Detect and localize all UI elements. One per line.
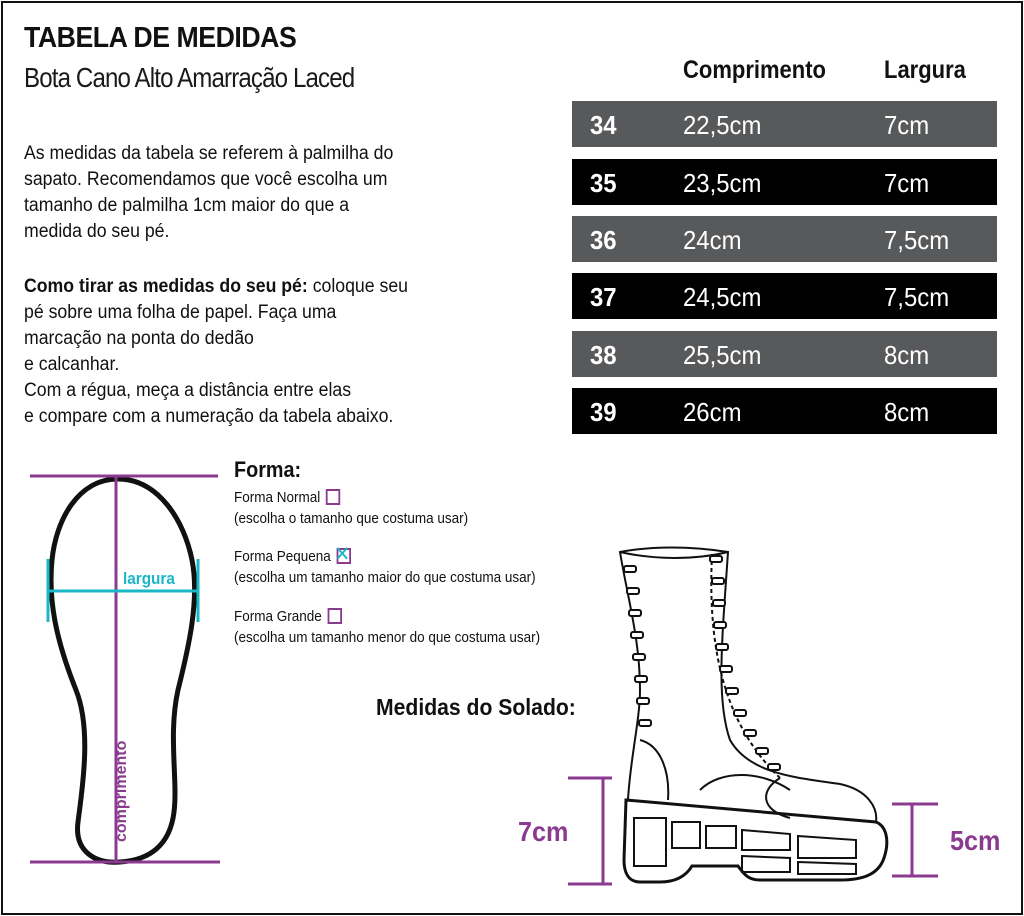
howto-line: Com a régua, meça a distância entre elas — [24, 380, 352, 401]
size-cell: 37 — [590, 282, 617, 312]
eyelet — [716, 644, 728, 650]
product-name: Bota Cano Alto Amarração Laced — [24, 62, 355, 93]
eyelet — [713, 600, 725, 606]
eyelet — [637, 698, 649, 704]
length-label: comprimento — [113, 740, 130, 842]
eyelet — [768, 764, 780, 770]
forma-option-normal — [234, 487, 468, 529]
howto-line: marcação na ponta do dedão — [24, 328, 254, 349]
size-cell: 35 — [590, 168, 617, 198]
comprimento-cell: 25,5cm — [683, 340, 762, 370]
largura-cell: 7,5cm — [884, 282, 950, 312]
forma-option-note: (escolha o tamanho que costuma usar) — [234, 510, 469, 527]
sole-measure-rear — [568, 778, 612, 884]
forma-option-label: Forma Pequena — [234, 548, 331, 565]
eyelet — [720, 666, 732, 672]
eyelet — [624, 566, 636, 572]
forma-option-label: Forma Normal — [234, 489, 321, 506]
comprimento-cell: 24cm — [683, 225, 742, 255]
size-cell: 34 — [590, 110, 617, 140]
checkbox-checked-icon — [334, 543, 351, 566]
largura-cell: 8cm — [884, 397, 930, 427]
boot-eyelets — [624, 556, 780, 770]
forma-option-note: (escolha um tamanho menor do que costuma usar) — [234, 629, 541, 646]
boot-sole-tread — [634, 818, 856, 874]
eyelet — [734, 710, 746, 716]
size-cell: 39 — [590, 397, 617, 427]
checkbox-icon — [327, 608, 341, 624]
page-title: TABELA DE MEDIDAS — [24, 22, 297, 54]
howto-text: coloque seu — [307, 276, 408, 297]
forma-option-label: Forma Grande — [234, 608, 322, 625]
rear-sole-height: 7cm — [518, 816, 569, 847]
eyelet — [714, 622, 726, 628]
intro-line: tamanho de palmilha 1cm maior do que a — [24, 195, 350, 216]
comprimento-cell: 24,5cm — [683, 282, 762, 312]
largura-cell: 7cm — [884, 110, 930, 140]
comprimento-cell: 22,5cm — [683, 110, 762, 140]
eyelet — [635, 676, 647, 682]
intro-line: medida do seu pé. — [24, 221, 170, 242]
sole-measure-front — [892, 804, 938, 876]
howto-heading: Como tirar as medidas do seu pé: — [24, 276, 308, 297]
forma-title: Forma: — [234, 457, 302, 482]
column-header-largura: Largura — [884, 56, 966, 84]
eyelet — [756, 748, 768, 754]
comprimento-cell: 23,5cm — [683, 168, 762, 198]
x-mark-icon: ✕ — [334, 543, 351, 566]
forma-option-grande — [234, 606, 540, 648]
comprimento-cell: 26cm — [683, 397, 742, 427]
column-header-comprimento: Comprimento — [683, 56, 826, 84]
eyelet — [744, 730, 756, 736]
forma-option-note: (escolha um tamanho maior do que costuma usar) — [234, 569, 536, 586]
boot-vamp-line — [700, 775, 790, 790]
boot-drawing — [620, 548, 887, 883]
size-cell: 36 — [590, 225, 617, 255]
forma-option-pequena — [234, 543, 536, 588]
eyelet — [712, 578, 724, 584]
howto-line: e compare com a numeração da tabela abaixo. — [24, 406, 394, 427]
intro-line: sapato. Recomendamos que você escolha um — [24, 169, 388, 190]
solado-title: Medidas do Solado: — [376, 694, 576, 720]
size-cell: 38 — [590, 340, 617, 370]
boot-heel-counter — [640, 740, 668, 800]
eyelet — [726, 688, 738, 694]
boot-upper — [620, 548, 876, 823]
eyelet — [631, 632, 643, 638]
eyelet — [629, 610, 641, 616]
largura-cell: 7cm — [884, 168, 930, 198]
largura-cell: 7,5cm — [884, 225, 950, 255]
howto-line: e calcanhar. — [24, 354, 120, 375]
checkbox-icon — [326, 489, 340, 505]
front-sole-height: 5cm — [950, 825, 1001, 856]
eyelet — [633, 654, 645, 660]
howto-line: pé sobre uma folha de papel. Faça uma — [24, 302, 337, 323]
width-label: largura — [123, 569, 175, 588]
largura-cell: 8cm — [884, 340, 930, 370]
eyelet — [627, 588, 639, 594]
intro-line: As medidas da tabela se referem à palmilha do — [24, 143, 394, 164]
boot-sole — [624, 800, 887, 882]
eyelet — [639, 720, 651, 726]
eyelet — [710, 556, 722, 562]
